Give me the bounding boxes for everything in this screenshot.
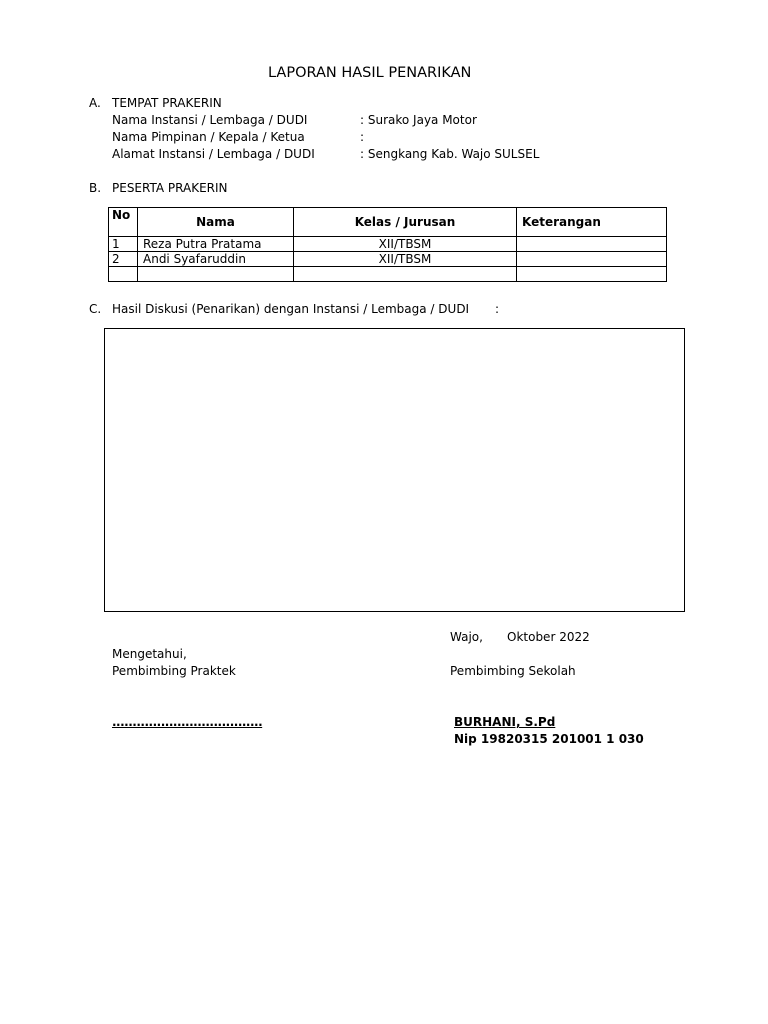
header-no: No: [109, 208, 138, 237]
header-kelas-jurusan: Kelas / Jurusan: [294, 208, 517, 237]
cell-keterangan: [517, 237, 667, 252]
table-row: [109, 252, 667, 267]
cell-keterangan: [517, 267, 667, 282]
left-signer-name: .....................................: [112, 715, 263, 729]
cell-no: 1: [109, 237, 138, 252]
section-a-marker: A.: [89, 96, 101, 110]
section-b-marker: B.: [89, 181, 102, 195]
section-b-heading: PESERTA PRAKERIN: [112, 181, 228, 195]
cell-nama: [138, 267, 294, 282]
leader-name-value: :: [360, 130, 365, 144]
document-title: LAPORAN HASIL PENARIKAN: [268, 65, 472, 81]
cell-kelas: [294, 267, 517, 282]
cell-nama: Andi Syafaruddin: [138, 252, 294, 267]
right-signer-nip: Nip 19820315 201001 1 030: [454, 732, 644, 746]
header-nama: Nama: [138, 208, 294, 237]
discussion-result-box: [104, 328, 685, 612]
cell-no: [109, 267, 138, 282]
section-a-heading: TEMPAT PRAKERIN: [112, 96, 222, 110]
leader-name-label: Nama Pimpinan / Kepala / Ketua: [112, 130, 305, 144]
signature-date: Oktober 2022: [507, 630, 590, 644]
signature-place: Wajo,: [450, 630, 483, 644]
table-row: [109, 267, 667, 282]
right-signer-name: BURHANI, S.Pd: [454, 715, 556, 729]
institution-name-value: : Surako Jaya Motor: [360, 113, 477, 127]
header-keterangan: Keterangan: [517, 208, 667, 237]
acknowledge-label: Mengetahui,: [112, 647, 187, 661]
table-row: [109, 237, 667, 252]
cell-nama: Reza Putra Pratama: [138, 237, 294, 252]
cell-kelas: XII/TBSM: [294, 237, 517, 252]
table-header-row: [109, 208, 667, 237]
participants-table: [108, 207, 667, 282]
left-role-label: Pembimbing Praktek: [112, 664, 236, 678]
right-role-label: Pembimbing Sekolah: [450, 664, 576, 678]
cell-keterangan: [517, 252, 667, 267]
cell-kelas: XII/TBSM: [294, 252, 517, 267]
institution-address-label: Alamat Instansi / Lembaga / DUDI: [112, 147, 315, 161]
institution-name-label: Nama Instansi / Lembaga / DUDI: [112, 113, 308, 127]
section-c-marker: C.: [89, 302, 102, 316]
institution-address-value: : Sengkang Kab. Wajo SULSEL: [360, 147, 540, 161]
section-c-heading: Hasil Diskusi (Penarikan) dengan Instansi / Lembaga / DUDI: [112, 302, 470, 316]
section-c-colon: :: [495, 302, 500, 316]
cell-no: 2: [109, 252, 138, 267]
